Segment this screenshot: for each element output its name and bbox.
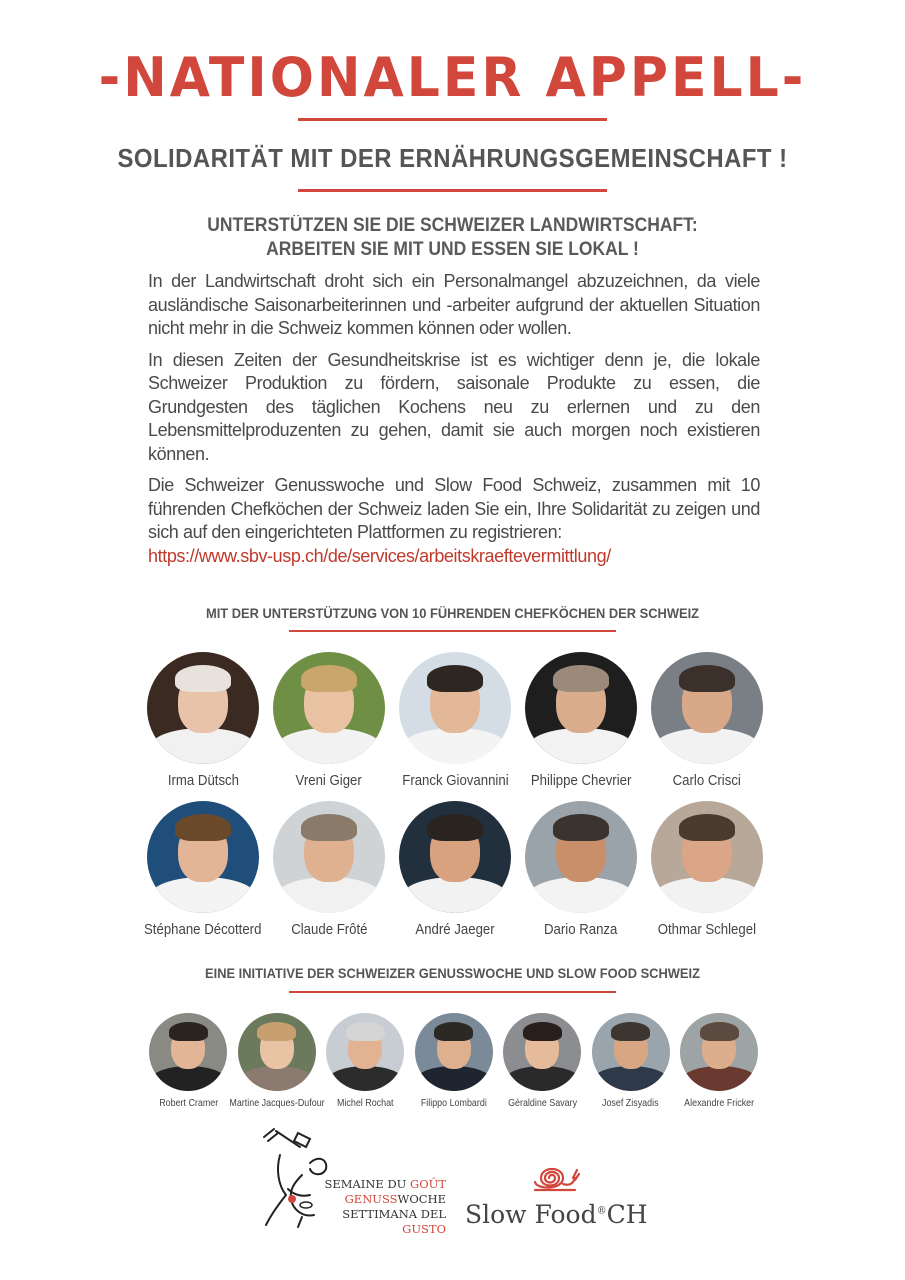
chef-name: Vreni Giger <box>295 772 363 789</box>
sdg-line-2-a: GENUSS <box>344 1192 398 1206</box>
paragraph-1: In der Landwirtschaft droht sich ein Personalmangel abzuzeichnen, da viele ausländische Saisonarbeiterinnen und -arbeiter aufgrund der aktuellen Situation nicht mehr in die Schweiz kommen können oder wollen. <box>148 271 760 338</box>
sdg-wordmark <box>316 1177 446 1237</box>
initiator-card <box>410 1013 499 1109</box>
portrait-shoulders <box>416 1066 491 1091</box>
registered-mark: ® <box>596 1205 607 1217</box>
initiator-name: Robert Cramer <box>158 1097 218 1109</box>
portrait-shoulders <box>505 1066 580 1091</box>
chef-card <box>518 652 644 789</box>
portrait-photo <box>273 801 385 913</box>
chef-name: Philippe Chevrier <box>530 772 632 789</box>
initiator-card <box>229 1013 325 1109</box>
initiator-name: Géraldine Savary <box>507 1097 577 1109</box>
portrait-photo <box>326 1013 404 1091</box>
subtitle-divider <box>298 189 607 192</box>
portrait-shoulders <box>328 1066 403 1091</box>
page-title: -NATIONALER APPELL- <box>98 46 807 110</box>
portrait-shoulders <box>593 1066 668 1091</box>
portrait-hair <box>301 665 357 692</box>
chef-name: Irma Dütsch <box>167 772 239 789</box>
slow-food-wordmark <box>465 1200 648 1229</box>
portrait-shoulders <box>149 877 257 913</box>
initiative-heading: EINE INITIATIVE DER SCHWEIZER GENUSSWOCHE UND SLOW FOOD SCHWEIZ <box>205 965 700 981</box>
portrait-hair <box>553 665 609 692</box>
heading-line-2: ARBEITEN SIE MIT UND ESSEN SIE LOKAL ! <box>266 239 639 260</box>
portrait-photo <box>651 652 763 764</box>
portrait-shoulders <box>275 728 383 764</box>
initiator-card <box>675 1013 764 1109</box>
portrait-photo <box>503 1013 581 1091</box>
portrait-hair <box>427 665 483 692</box>
semaine-du-gout-logo <box>258 1125 448 1236</box>
portrait-hair <box>553 814 609 841</box>
sdg-line-3-b: GUSTO <box>402 1222 446 1236</box>
chef-name: Carlo Crisci <box>672 772 742 789</box>
registration-link[interactable]: https://www.sbv-usp.ch/de/services/arbeitskraeftevermittlung/ <box>148 545 611 566</box>
portrait-hair <box>523 1022 562 1041</box>
sdg-line-1 <box>316 1177 446 1192</box>
paragraph-2: In diesen Zeiten der Gesundheitskrise ist es wichtiger denn je, die lokale Schweizer Produktion zu fördern, saisonale Produkte zu essen, die Grundgesten des täglichen Kochens neu zu erlernen und zu den Lebensmittelproduzenten zu gehen, damit sie auch morgen noch existieren können. <box>148 349 760 464</box>
initiator-name: Martine Jacques-Dufour <box>229 1097 325 1109</box>
chef-card <box>644 801 770 938</box>
initiative-grid <box>144 1013 764 1109</box>
portrait-photo <box>525 801 637 913</box>
portrait-photo <box>273 652 385 764</box>
snail-icon <box>529 1158 581 1198</box>
portrait-photo <box>592 1013 670 1091</box>
chef-card <box>392 652 518 789</box>
portrait-hair <box>175 814 231 841</box>
chefs-divider <box>289 630 616 632</box>
sdg-line-2 <box>316 1192 446 1207</box>
chef-name: Franck Giovannini <box>401 772 509 789</box>
portrait-shoulders <box>401 877 509 913</box>
portrait-hair <box>679 665 735 692</box>
chef-card <box>518 801 644 938</box>
chef-name: Stéphane Décotterd <box>144 921 262 938</box>
initiator-name: Alexandre Fricker <box>684 1097 755 1109</box>
portrait-hair <box>301 814 357 841</box>
paragraph-3-text: Die Schweizer Genusswoche und Slow Food Schweiz, zusammen mit 10 führenden Chefköchen der Schweiz laden Sie ein, Ihre Solidarität zu zeigen und sich auf den eingerichteten Plattformen zu registrieren: <box>148 475 760 542</box>
sdg-line-3-a: SETTIMANA DEL <box>342 1207 446 1221</box>
sdg-line-2-b: WOCHE <box>397 1192 446 1206</box>
sdg-line-1-a: SEMAINE DU <box>324 1177 411 1191</box>
title-divider <box>298 118 607 121</box>
portrait-shoulders <box>653 877 761 913</box>
chef-card <box>140 801 266 938</box>
portrait-photo <box>238 1013 316 1091</box>
chef-card <box>140 652 266 789</box>
portrait-photo <box>651 801 763 913</box>
portrait-shoulders <box>239 1066 314 1091</box>
portrait-hair <box>700 1022 739 1041</box>
portrait-photo <box>415 1013 493 1091</box>
section-heading <box>36 214 869 262</box>
initiator-card <box>498 1013 587 1109</box>
portrait-hair <box>434 1022 473 1041</box>
portrait-shoulders <box>527 728 635 764</box>
chef-name: Othmar Schlegel <box>657 921 757 938</box>
portrait-hair <box>427 814 483 841</box>
initiator-card <box>587 1013 676 1109</box>
initiator-card <box>321 1013 410 1109</box>
portrait-hair <box>175 665 231 692</box>
portrait-photo <box>399 801 511 913</box>
portrait-hair <box>169 1022 208 1041</box>
portrait-photo <box>147 801 259 913</box>
portrait-hair <box>346 1022 385 1041</box>
portrait-hair <box>611 1022 650 1041</box>
chef-card <box>392 801 518 938</box>
portrait-photo <box>680 1013 758 1091</box>
chef-card <box>266 801 392 938</box>
portrait-shoulders <box>401 728 509 764</box>
heading-line-1: UNTERSTÜTZEN SIE DIE SCHWEIZER LANDWIRTSCHAFT: <box>207 215 698 236</box>
slow-food-text: Slow Food <box>465 1200 597 1229</box>
portrait-shoulders <box>682 1066 757 1091</box>
portrait-hair <box>257 1022 296 1041</box>
portrait-shoulders <box>275 877 383 913</box>
slow-food-logo <box>465 1158 648 1233</box>
portrait-hair <box>679 814 735 841</box>
portrait-photo <box>147 652 259 764</box>
initiative-divider <box>289 991 616 993</box>
portrait-shoulders <box>653 728 761 764</box>
slow-food-ch: CH <box>606 1200 648 1229</box>
chef-card <box>644 652 770 789</box>
sdg-line-3 <box>316 1207 446 1237</box>
portrait-photo <box>399 652 511 764</box>
page-subtitle: SOLIDARITÄT MIT DER ERNÄHRUNGSGEMEINSCHAFT ! <box>117 143 788 173</box>
initiator-name: Filippo Lombardi <box>420 1097 487 1109</box>
initiator-name: Josef Zisyadis <box>602 1097 660 1109</box>
sdg-line-1-b: GOÛT <box>410 1177 446 1191</box>
chef-name: André Jaeger <box>415 921 495 938</box>
chef-grid <box>140 652 770 938</box>
chef-name: Dario Ranza <box>544 921 618 938</box>
portrait-shoulders <box>151 1066 226 1091</box>
paragraph-3 <box>148 474 760 568</box>
initiator-card <box>144 1013 233 1109</box>
portrait-photo <box>525 652 637 764</box>
initiator-name: Michel Rochat <box>336 1097 394 1109</box>
chef-card <box>266 652 392 789</box>
portrait-photo <box>149 1013 227 1091</box>
portrait-shoulders <box>149 728 257 764</box>
chef-name: Claude Frôté <box>290 921 368 938</box>
body-text <box>148 270 760 568</box>
portrait-shoulders <box>527 877 635 913</box>
chefs-heading: MIT DER UNTERSTÜTZUNG VON 10 FÜHRENDEN CHEFKÖCHEN DER SCHWEIZ <box>205 605 700 621</box>
